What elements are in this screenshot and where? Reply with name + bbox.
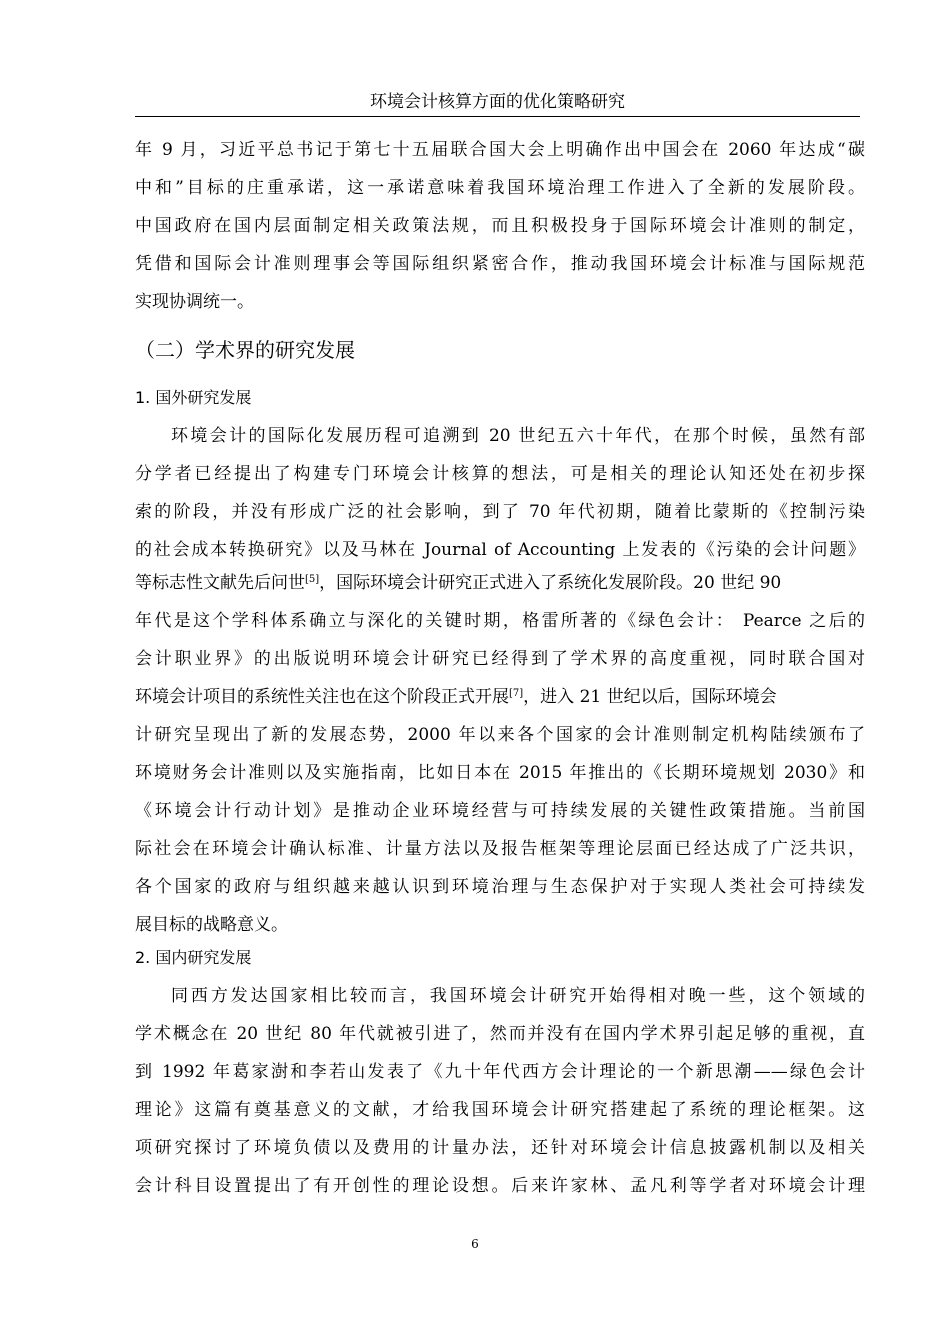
line-text: ，进入 21 世纪以后，国际环境会: [523, 687, 777, 707]
body-line: 会计科目设置提出了有开创性的理论设想。后来许家林、孟凡利等学者对环境会计理: [135, 1176, 865, 1196]
header-rule: [135, 116, 860, 117]
body-line: 学术概念在 20 世纪 80 年代就被引进了，然而并没有在国内学术界引起足够的重视，直: [135, 1024, 865, 1044]
citation-marker: [5]: [305, 574, 320, 585]
subsection-heading: 1. 国外研究发展: [135, 388, 252, 407]
body-line-with-citation: [135, 685, 865, 709]
body-line: 实现协调统一。: [135, 292, 254, 312]
body-line: 年代是这个学科体系确立与深化的关键时期，格雷所著的《绿色会计： Pearce 之后的: [135, 611, 865, 631]
body-line: 同西方发达国家相比较而言，我国环境会计研究开始得相对晚一些，这个领域的: [171, 986, 865, 1006]
body-line: 计研究呈现出了新的发展态势，2000 年以来各个国家的会计准则制定机构陆续颁布了: [135, 725, 865, 745]
body-line: 环境会计的国际化发展历程可追溯到 20 世纪五六十年代，在那个时候，虽然有部: [171, 426, 865, 446]
running-header: 环境会计核算方面的优化策略研究: [370, 92, 625, 112]
line-text: 环境会计项目的系统性关注也在这个阶段正式开展: [135, 687, 509, 707]
body-line: 中国政府在国内层面制定相关政策法规，而且积极投身于国际环境会计准则的制定，: [135, 216, 865, 236]
body-line: 理论》这篇有奠基意义的文献，才给我国环境会计研究搭建起了系统的理论框架。这: [135, 1100, 865, 1120]
body-line: 凭借和国际会计准则理事会等国际组织紧密合作，推动我国环境会计标准与国际规范: [135, 254, 865, 274]
subsection-heading: 2. 国内研究发展: [135, 948, 252, 967]
line-text: ，国际环境会计研究正式进入了系统化发展阶段。20 世纪 90: [319, 573, 782, 593]
section-heading: （二）学术界的研究发展: [135, 338, 355, 362]
body-line: 年 9 月，习近平总书记于第七十五届联合国大会上明确作出中国会在 2060 年达成“碳: [135, 140, 865, 160]
body-line: 会计职业界》的出版说明环境会计研究已经得到了学术界的高度重视，同时联合国对: [135, 649, 865, 669]
body-line: 项研究探讨了环境负债以及费用的计量办法，还针对环境会计信息披露机制以及相关: [135, 1138, 865, 1158]
body-line: 环境财务会计准则以及实施指南，比如日本在 2015 年推出的《长期环境规划 2030》和: [135, 763, 865, 783]
body-line: 各个国家的政府与组织越来越认识到环境治理与生态保护对于实现人类社会可持续发: [135, 877, 865, 897]
body-line: 中和”目标的庄重承诺，这一承诺意味着我国环境治理工作进入了全新的发展阶段。: [135, 178, 865, 198]
body-line: 的社会成本转换研究》以及马林在 Journal of Accounting 上发表的《污染的会计问题》: [135, 540, 865, 560]
citation-marker: [7]: [509, 688, 524, 699]
body-line: 索的阶段，并没有形成广泛的社会影响，到了 70 年代初期，随着比蒙斯的《控制污染: [135, 502, 865, 522]
body-line: 到 1992 年葛家澍和李若山发表了《九十年代西方会计理论的一个新思潮——绿色会计: [135, 1062, 865, 1082]
body-line: 际社会在环境会计确认标准、计量方法以及报告框架等理论层面已经达成了广泛共识，: [135, 839, 865, 859]
page-number: 6: [471, 1237, 479, 1251]
body-line: 展目标的战略意义。: [135, 915, 288, 935]
line-text: 等标志性文献先后问世: [135, 573, 305, 593]
body-line: 《环境会计行动计划》是推动企业环境经营与可持续发展的关键性政策措施。当前国: [135, 801, 865, 821]
body-line-with-citation: [135, 571, 865, 595]
body-line: 分学者已经提出了构建专门环境会计核算的想法，可是相关的理论认知还处在初步探: [135, 464, 865, 484]
